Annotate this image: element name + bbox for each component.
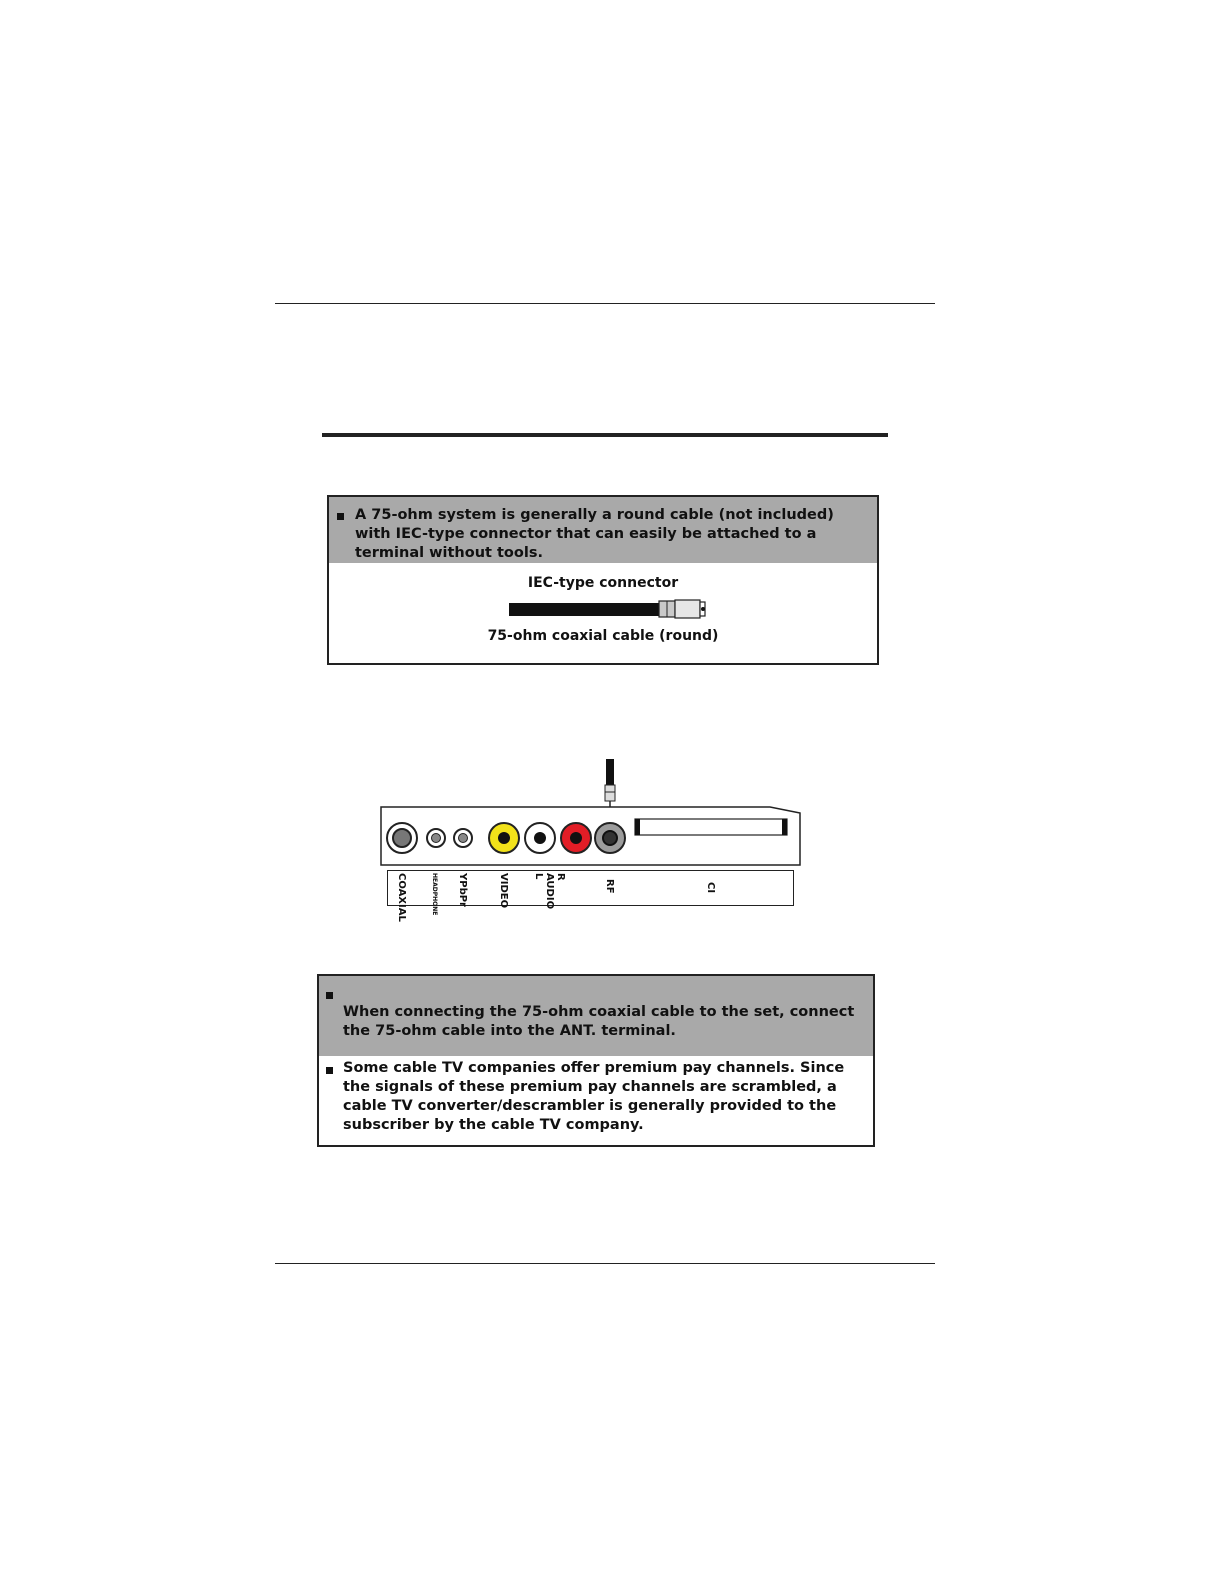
connector-label: IEC-type connector xyxy=(527,575,679,591)
coaxial-cable-illustration xyxy=(507,597,717,621)
cable-note-box xyxy=(327,495,879,665)
bullet-marker xyxy=(326,992,333,999)
audio-r-jack-icon xyxy=(560,822,592,854)
label-headphone: HEADPHONE xyxy=(431,873,438,916)
premium-channels-note-text: Some cable TV companies offer premium pay channels. Since the signals of these premium pay channels are scrambled, a cable TV converter/descrambler is generally provided to the subscriber by the cable TV company. xyxy=(343,1060,845,1133)
coaxial-jack-icon xyxy=(386,822,418,854)
rear-panel-diagram xyxy=(380,755,810,922)
label-coaxial: COAXIAL xyxy=(396,873,407,922)
cable-label: 75-ohm coaxial cable (round) xyxy=(487,628,719,644)
audio-l-jack-icon xyxy=(524,822,556,854)
section-rule xyxy=(322,433,888,437)
headphone-jack-icon xyxy=(426,828,446,848)
label-video: VIDEO xyxy=(498,873,509,909)
connection-note-text: When connecting the 75-ohm coaxial cable to the set, connect the 75-ohm cable into the ANT. terminal. xyxy=(343,1004,855,1039)
label-strip xyxy=(387,870,794,909)
video-jack-icon xyxy=(488,822,520,854)
footer-rule xyxy=(275,1263,935,1264)
label-rf: RF xyxy=(604,879,615,894)
connection-note-shaded-section xyxy=(319,976,873,1056)
cable-note-shaded-section xyxy=(329,497,877,563)
label-ci: CI xyxy=(705,882,716,894)
label-audio: R AUDIO L xyxy=(533,873,566,910)
rf-jack-icon xyxy=(594,822,626,854)
bullet-marker xyxy=(337,513,344,520)
bullet-marker xyxy=(326,1067,333,1074)
connection-note-box xyxy=(317,974,875,1147)
label-ypbpr: YPbPr xyxy=(457,873,468,907)
header-rule xyxy=(275,303,935,304)
ypbpr-jack-icon xyxy=(453,828,473,848)
cable-note-text: A 75-ohm system is generally a round cable (not included) with IEC-type connector that can easily be attached to a terminal without tools. xyxy=(355,507,834,561)
